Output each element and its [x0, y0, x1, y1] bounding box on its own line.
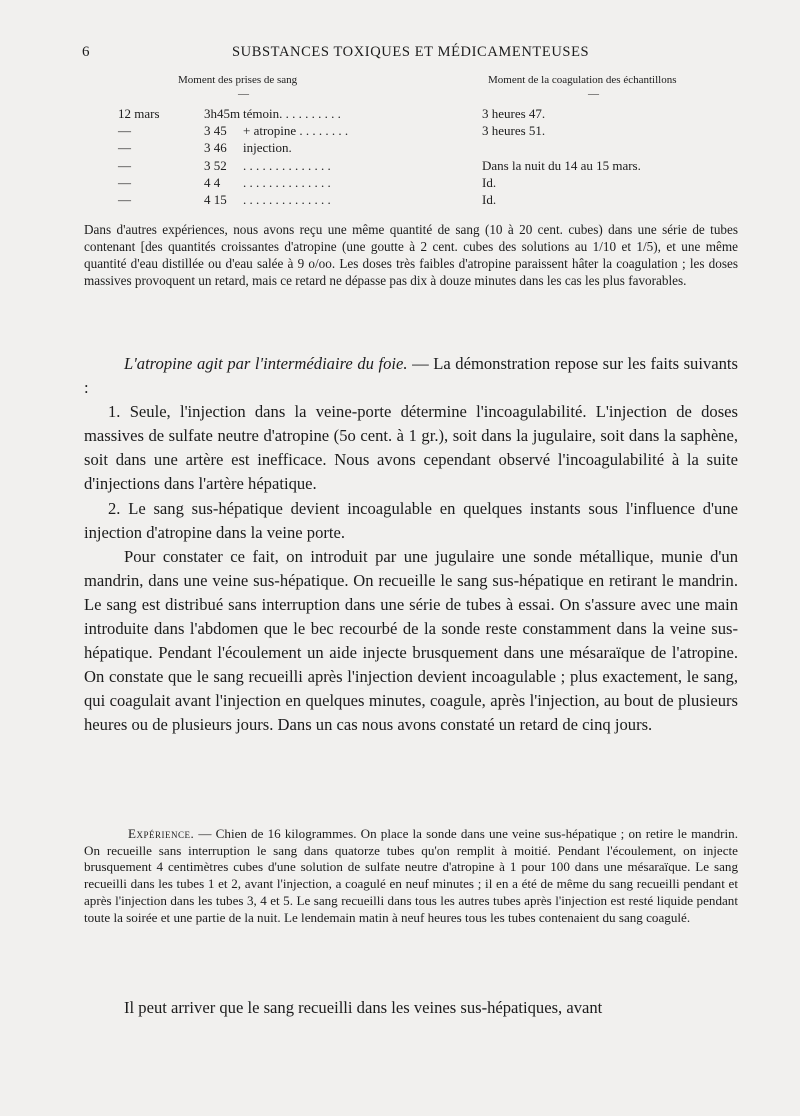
experience-note: [84, 826, 738, 926]
table-col-header-right: Moment de la coagulation des échantillons: [488, 74, 677, 86]
section-heading-rest: — La démonstration repose sur les faits suivants :: [84, 354, 738, 398]
row-time: 4 4: [204, 174, 221, 190]
main-section: [84, 352, 738, 738]
row-time: 3 45: [204, 123, 227, 139]
row-label: injection.: [243, 140, 292, 156]
paragraph-method: Pour constater ce fait, on introduit par une jugulaire une sonde métallique, munie d'un mandrin, dans une veine sus-hépatique. On recueille le sang sus-hépatique en retirant le mandrin. Le sang est distribué sans interruption dans une série de tubes à essai. On s'assure avec une main introduite dans l'abdomen que le bec recourbé de la sonde reste constamment dans la veine sus-hépatique. Pendant l'écoulement un aide injecte brusquement dans une mésaraïque de l'atropine. On constate que le sang recueilli après l'injection devient incoagulable ; plus exactement, le sang, qui coagulait avant l'injection en quelques minutes, coagule, après l'injection, au bout de plusieurs heures ou de plusieurs jours. Dans un cas nous avons constaté un retard de cinq jours.: [84, 546, 738, 735]
table-row: [118, 123, 718, 140]
paragraph-small: Dans d'autres expériences, nous avons reçu une même quantité de sang (10 à 20 cent. cubes) dans une série de tubes contenant [des quantités croissantes d'atropine (une goutte à 2 cent. cubes des solutions au 1/10 et 1/5), et une même quantité d'eau distillée ou d'eau salée à 9 o/oo. Les doses très faibles d'atropine paraissent hâter la coagulation ; les doses massives provoquent un retard, mais ce retard ne dépasse pas dix à douze minutes dans les cas les plus favorables.: [84, 222, 738, 288]
row-label: . . . . . . . . . . . . . .: [243, 174, 331, 190]
row-result: Id.: [482, 174, 497, 190]
fact-1: 1. Seule, l'injection dans la veine-porte détermine l'incoagulabilité. L'injection de doses massives de sulfate neutre d'atropine (5o cent. à 1 gr.), soit dans la jugulaire, soit dans la saphène, soit dans une artère est inefficace. Nous avons cependant observé l'incoagulabilité à la suite d'injections dans l'artère hépatique.: [84, 402, 738, 494]
row-date: —: [118, 140, 131, 156]
timing-table: [118, 106, 718, 209]
row-result: Id.: [482, 191, 497, 207]
page-number: 6: [82, 44, 90, 60]
running-title: SUBSTANCES TOXIQUES ET MÉDICAMENTEUSES: [232, 44, 590, 60]
row-date: 12 mars: [118, 106, 160, 121]
row-date: —: [118, 191, 131, 207]
row-label: + atropine . . . . . . . .: [243, 123, 349, 139]
row-date: —: [118, 174, 131, 190]
table-col-header-left: Moment des prises de sang: [178, 74, 298, 86]
row-label: . . . . . . . . . . . . . .: [243, 157, 331, 173]
row-date: —: [118, 157, 131, 173]
row-time: 3h45m: [204, 106, 241, 121]
row-label: . . . . . . . . . . . . . .: [243, 191, 331, 207]
experience-label: Expérience.: [128, 826, 195, 841]
fact-2: 2. Le sang sus-hépatique devient incoagulable en quelques instants sous l'influence d'une injection d'atropine dans la veine porte.: [84, 498, 738, 542]
table-row: [118, 106, 718, 123]
experience-text: — Chien de 16 kilogrammes. On place la sonde dans une veine sus-hépatique ; on retire le mandrin. On recueille sans interruption le sang dans quatorze tubes qu'on remplit à moitié. Pendant l'écoulement, on injecte brusquement 4 centimètres cubes d'une solution de sulfate neutre d'atropine à 1 pour 100 dans une mésaraïque. Le sang recueilli dans les tubes 1 et 2, avant l'injection, a coagulé en neuf minutes ; il en a été de même du sang recueilli pendant et après l'injection dans les tubes 3, 4 et 5. Le sang recueilli dans tous les autres tubes après l'injection est resté liquide pendant toute la soirée et une partie de la nuit. Le lendemain matin à neuf heures tous les tubes contenaient du sang coagulé.: [84, 826, 738, 925]
row-date: —: [118, 123, 131, 139]
row-time: 3 46: [204, 140, 227, 156]
row-result: 3 heures 51.: [482, 123, 546, 139]
row-time: 4 15: [204, 191, 227, 207]
table-col-dash-left: —: [238, 88, 249, 100]
table-row: [118, 192, 718, 209]
table-row: [118, 175, 718, 192]
page-header: [82, 44, 762, 66]
table-row: [118, 158, 718, 175]
section-intro: [84, 352, 738, 400]
row-time: 3 52: [204, 157, 227, 173]
table-row: [118, 140, 718, 157]
table-col-dash-right: —: [588, 88, 599, 100]
row-label: témoin. . . . . . . . . .: [243, 106, 341, 121]
section-heading: L'atropine agit par l'intermédiaire du foie.: [124, 354, 408, 373]
row-result: 3 heures 47.: [482, 106, 546, 121]
row-result: Dans la nuit du 14 au 15 mars.: [482, 157, 641, 173]
paragraph-last: Il peut arriver que le sang recueilli dans les veines sus-hépatiques, avant: [124, 998, 603, 1017]
